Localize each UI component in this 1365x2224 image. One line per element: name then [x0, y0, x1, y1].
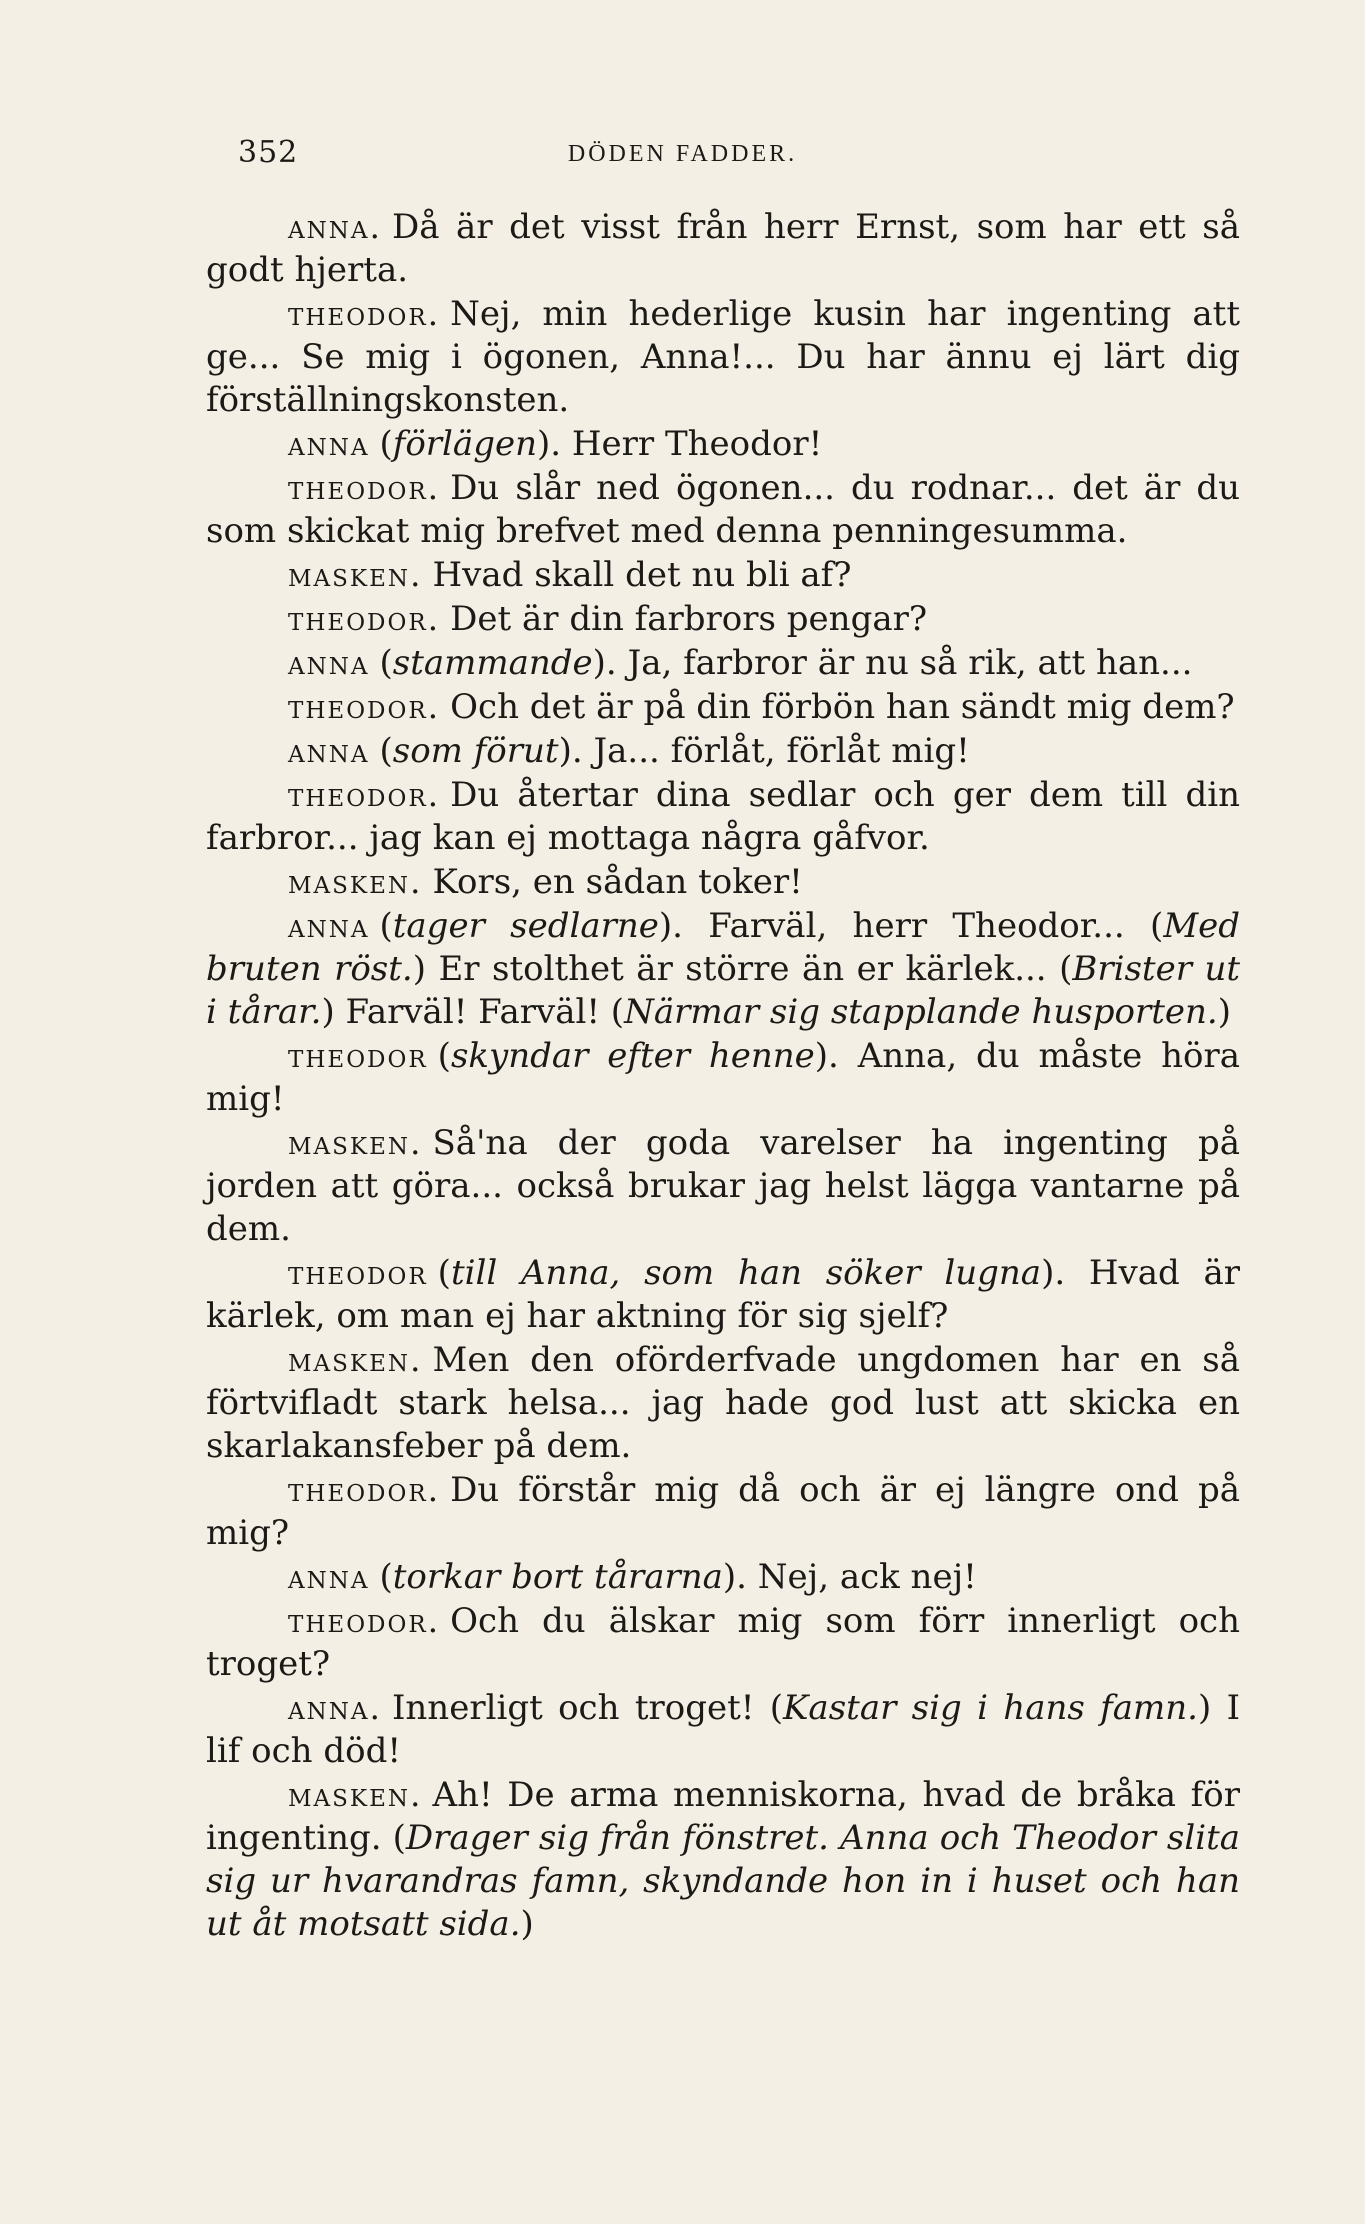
direction-open: (	[437, 1036, 451, 1076]
stage-direction: skyndar efter henne	[450, 1036, 815, 1076]
dialogue-turn	[206, 685, 1240, 729]
dialogue-turn	[206, 1599, 1240, 1686]
line-text: Innerligt och troget!	[391, 1688, 755, 1728]
dialogue-turn	[206, 773, 1240, 860]
line-text: Nej, min hederlige kusin har ingenting att ge... Se mig i ögonen, Anna!... Du har ännu ej lärt dig förställningskonsten.	[206, 294, 1240, 420]
dialogue-turn	[206, 553, 1240, 597]
direction-close: ).	[658, 906, 683, 946]
stage-direction: till Anna, som han söker lugna	[450, 1253, 1042, 1293]
dialogue-turn	[206, 597, 1240, 641]
speaker-name: theodor.	[288, 775, 441, 814]
direction-open: (	[379, 1557, 393, 1597]
line-text: Hvad är kärlek, om man ej har aktning för sig sjelf?	[206, 1253, 1240, 1336]
speaker-name: anna.	[288, 1688, 382, 1727]
speaker-name: theodor	[288, 1253, 428, 1292]
line-text: Du återtar dina sedlar och ger dem till din farbror... jag kan ej mottaga några gåfvor.	[206, 775, 1240, 858]
line-text: Kors, en sådan toker!	[432, 862, 803, 902]
line-text: Det är din farbrors pengar?	[450, 599, 928, 639]
direction-close: ).	[536, 424, 562, 464]
line-text: Och det är på din förbön han sändt mig dem?	[450, 687, 1235, 727]
speaker-name: anna	[288, 424, 370, 463]
dialogue-turn	[206, 1555, 1240, 1599]
line-text: Ah! De arma menniskorna, hvad de bråka för ingenting.	[206, 1775, 1240, 1858]
line-text: Hvad skall det nu bli af?	[432, 555, 852, 595]
dialogue-turn	[206, 729, 1240, 773]
speaker-name: anna	[288, 906, 370, 945]
line-text: Farväl! Farväl!	[345, 992, 600, 1032]
direction-close: ).	[558, 731, 583, 771]
speaker-name: anna	[288, 643, 370, 682]
dialogue-turn	[206, 1338, 1240, 1468]
direction-open: (	[379, 424, 393, 464]
line-text: Du förstår mig då och är ej längre ond på mig?	[206, 1470, 1240, 1553]
speaker-name: theodor	[288, 1036, 428, 1075]
direction-close: ).	[1041, 1253, 1066, 1293]
dialogue-turn	[206, 1468, 1240, 1555]
stage-direction: förlägen	[392, 424, 537, 464]
dialogue-turn: anna. Innerligt och troget! (Kastar sig i hans famn.) I lif och död!	[206, 1688, 1240, 1771]
direction-open: (	[437, 1253, 451, 1293]
dialogue-turn: masken. Ah! De arma menniskorna, hvad de bråka för ingenting. (Drager sig från fönstret. Anna och Theodor slita sig ur hvarandras famn, skyndande hon in i huset och han ut åt motsatt sida.)	[206, 1775, 1240, 1944]
speaker-name: theodor.	[288, 1470, 441, 1509]
line-text: Och du älskar mig som förr innerligt och troget?	[206, 1601, 1240, 1684]
dialogue-turn	[206, 641, 1240, 685]
dialogue-turn	[206, 292, 1240, 422]
dialogue-turn: anna (tager sedlarne). Farväl, herr Theodor... (Med bruten röst.) Er stolthet är större än er kärlek... (Brister ut i tårar.) Farväl! Farväl! (Närmar sig stapplande husporten.)	[206, 906, 1241, 1032]
line-text: Men den oförderfvade ungdomen har en så förtvifladt stark helsa... jag hade god lust att skicka en skarlakansfeber på dem.	[206, 1340, 1240, 1466]
speaker-name: anna.	[288, 207, 382, 246]
stage-direction: Drager sig från fönstret. Anna och Theodor slita sig ur hvarandras famn, skyndande hon in i huset och han ut åt motsatt sida.	[206, 1818, 1240, 1944]
stage-direction: Kastar sig i hans famn.	[783, 1688, 1198, 1728]
speaker-name: theodor.	[288, 468, 441, 507]
line-text: Anna, du måste höra mig!	[206, 1036, 1240, 1119]
stage-direction: Brister ut i tårar.	[206, 949, 1241, 1032]
dialogue-turn	[206, 1034, 1240, 1121]
line-text: Farväl, herr Theodor...	[708, 906, 1125, 946]
speaker-name: masken.	[288, 1340, 423, 1379]
direction-close: ).	[592, 643, 617, 683]
stage-direction: Närmar sig stapplande husporten.	[624, 992, 1218, 1032]
dialogue-body	[206, 205, 1240, 1946]
line-text: I lif och död!	[206, 1688, 1240, 1771]
direction-open: (	[379, 906, 393, 946]
dialogue-turn	[206, 205, 1240, 292]
direction-close: ).	[814, 1036, 839, 1076]
direction-open: (	[379, 731, 393, 771]
line-text: Ja... förlåt, förlåt mig!	[593, 731, 970, 771]
dialogue-turn	[206, 860, 1240, 904]
dialogue-turn	[206, 1251, 1240, 1338]
speaker-name: anna	[288, 1557, 370, 1596]
speaker-name: anna	[288, 731, 370, 770]
page-number: 352	[238, 135, 299, 170]
running-title: DÖDEN FADDER.	[567, 141, 798, 167]
speaker-name: theodor.	[288, 687, 441, 726]
speaker-name: theodor.	[288, 1601, 441, 1640]
line-text: Då är det visst från herr Ernst, som har ett så godt hjerta.	[206, 207, 1240, 290]
line-text: Så'na der goda varelser ha ingenting på jorden att göra... också brukar jag helst lägga vantarne på dem.	[206, 1123, 1240, 1249]
dialogue-turn	[206, 1121, 1240, 1251]
direction-close: ).	[722, 1557, 747, 1597]
dialogue-turn	[206, 466, 1240, 553]
speaker-name: masken.	[288, 555, 423, 594]
stage-direction: som förut	[392, 731, 559, 771]
line-text: Ja, farbror är nu så rik, att han...	[627, 643, 1193, 683]
speaker-name: masken.	[288, 1775, 423, 1814]
direction-open: (	[379, 643, 393, 683]
line-text: Herr Theodor!	[571, 424, 823, 464]
line-text: Er stolthet är större än er kärlek...	[438, 949, 1047, 989]
speaker-name: masken.	[288, 1123, 423, 1162]
line-text: Du slår ned ögonen... du rodnar... det är du som skickat mig brefvet med denna penningesumma.	[206, 468, 1240, 551]
stage-direction: torkar bort tårarna	[392, 1557, 723, 1597]
speaker-name: theodor.	[288, 294, 441, 333]
stage-direction: Med bruten röst.	[206, 906, 1241, 989]
stage-direction: tager sedlarne	[392, 906, 659, 946]
page-header	[0, 135, 1365, 175]
stage-direction: stammande	[392, 643, 593, 683]
speaker-name: theodor.	[288, 599, 441, 638]
line-text: Nej, ack nej!	[757, 1557, 977, 1597]
speaker-name: masken.	[288, 862, 423, 901]
dialogue-turn	[206, 422, 1240, 466]
